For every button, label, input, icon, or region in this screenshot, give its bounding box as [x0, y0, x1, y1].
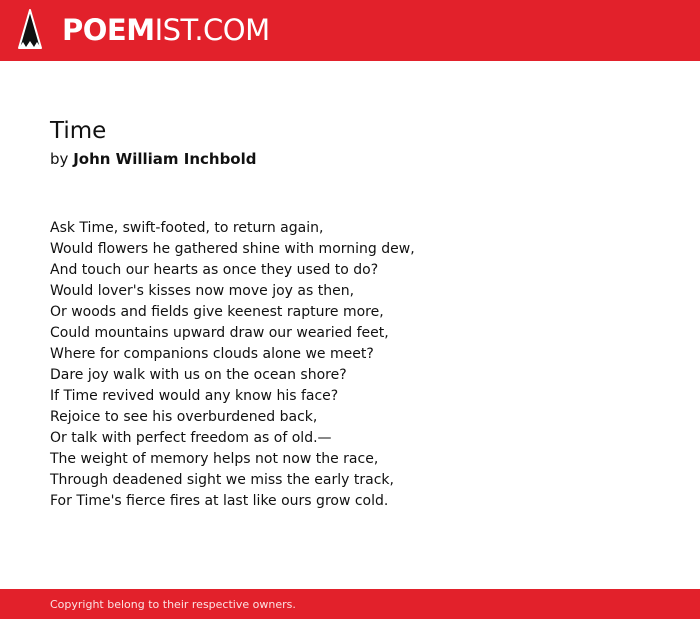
poem-line: Would lover's kisses now move joy as then, — [50, 283, 355, 299]
poem-line: Through deadened sight we miss the early track, — [50, 472, 394, 488]
poem-line: Or talk with perfect freedom as of old.— — [50, 430, 332, 446]
site-logo[interactable] — [62, 12, 270, 48]
poem-line: Ask Time, swift-footed, to return again, — [50, 220, 324, 236]
poem-line: Rejoice to see his overburdened back, — [50, 409, 318, 425]
copyright-text: Copyright belong to their respective owners. — [50, 598, 296, 611]
pencil-tip-icon[interactable] — [17, 8, 43, 52]
logo-text-bold: POEM — [62, 13, 155, 47]
poem-line: Would flowers he gathered shine with morning dew, — [50, 241, 415, 257]
poem-header — [50, 116, 670, 171]
poem-line: Where for companions clouds alone we meet? — [50, 346, 374, 362]
poem-author: John William Inchbold — [73, 150, 257, 168]
site-footer — [0, 589, 700, 619]
poem-line: And touch our hearts as once they used to do? — [50, 262, 379, 278]
poem-line: If Time revived would any know his face? — [50, 388, 339, 404]
byline — [50, 147, 670, 171]
by-prefix: by — [50, 150, 69, 168]
poem-line: Dare joy walk with us on the ocean shore? — [50, 367, 347, 383]
poem-body — [50, 218, 670, 512]
poem-title: Time — [50, 118, 107, 144]
site-header — [0, 0, 700, 61]
poem-line: Or woods and fields give keenest rapture more, — [50, 304, 384, 320]
poem-line: For Time's fierce fires at last like ours grow cold. — [50, 493, 389, 509]
logo-text-light: IST.COM — [154, 13, 270, 47]
poem-line: Could mountains upward draw our wearied feet, — [50, 325, 389, 341]
poem-line: The weight of memory helps not now the race, — [50, 451, 379, 467]
